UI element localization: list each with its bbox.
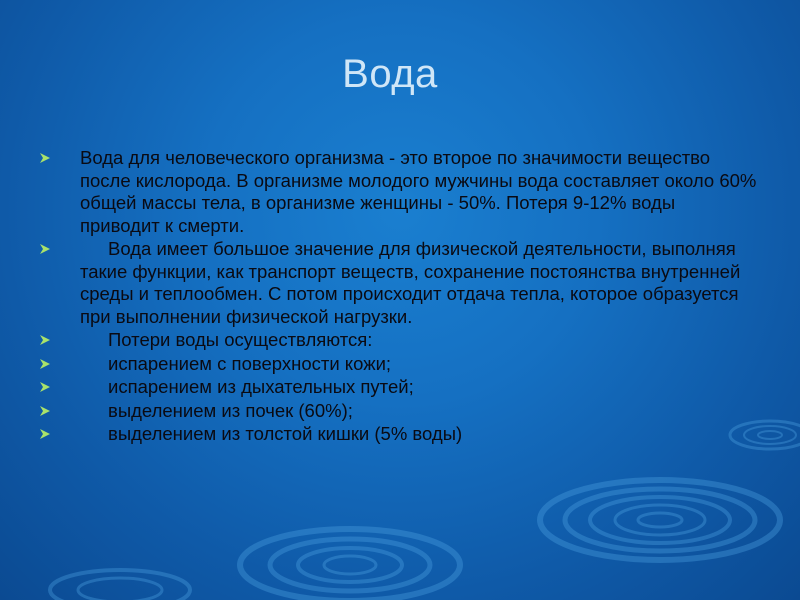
bullet-text: испарением с поверхности кожи; <box>108 352 392 374</box>
bullet-list <box>38 147 758 446</box>
arrow-bullet-icon <box>38 242 52 256</box>
bullet-text: Вода для человеческого организма - это второе по значимости вещество после кислорода. В организме молодого мужчины вода составляет около 60% общей массы тела, в организме женщины - 50%. Потеря 9-12% воды приводит к смерти. <box>80 147 757 236</box>
arrow-bullet-icon <box>38 380 52 394</box>
arrow-bullet-icon <box>38 333 52 347</box>
bullet-item <box>38 238 758 328</box>
arrow-bullet-icon <box>38 427 52 441</box>
bullet-text: Вода имеет большое значение для физической деятельности, выполняя такие функции, как транспорт веществ, сохранение постоянства внутренней среды и теплообмен. С потом происходит отдача тепла, которое образуется при выполнении физической нагрузки. <box>80 238 741 327</box>
bullet-item <box>38 423 758 446</box>
bullet-item <box>38 353 758 376</box>
bullet-item <box>38 376 758 399</box>
bullet-text: выделением из почек (60%); <box>108 399 353 421</box>
bullet-item <box>38 329 758 352</box>
arrow-bullet-icon <box>38 357 52 371</box>
bullet-text: выделением из толстой кишки (5% воды) <box>108 423 463 444</box>
bullet-text: испарением из дыхательных путей; <box>108 376 414 397</box>
bullet-item <box>38 400 758 423</box>
arrow-bullet-icon <box>38 404 52 418</box>
bullet-text: Потери воды осуществляются: <box>108 329 373 350</box>
arrow-bullet-icon <box>38 151 52 165</box>
slide-title: Вода <box>342 52 438 96</box>
bullet-item <box>38 147 758 237</box>
